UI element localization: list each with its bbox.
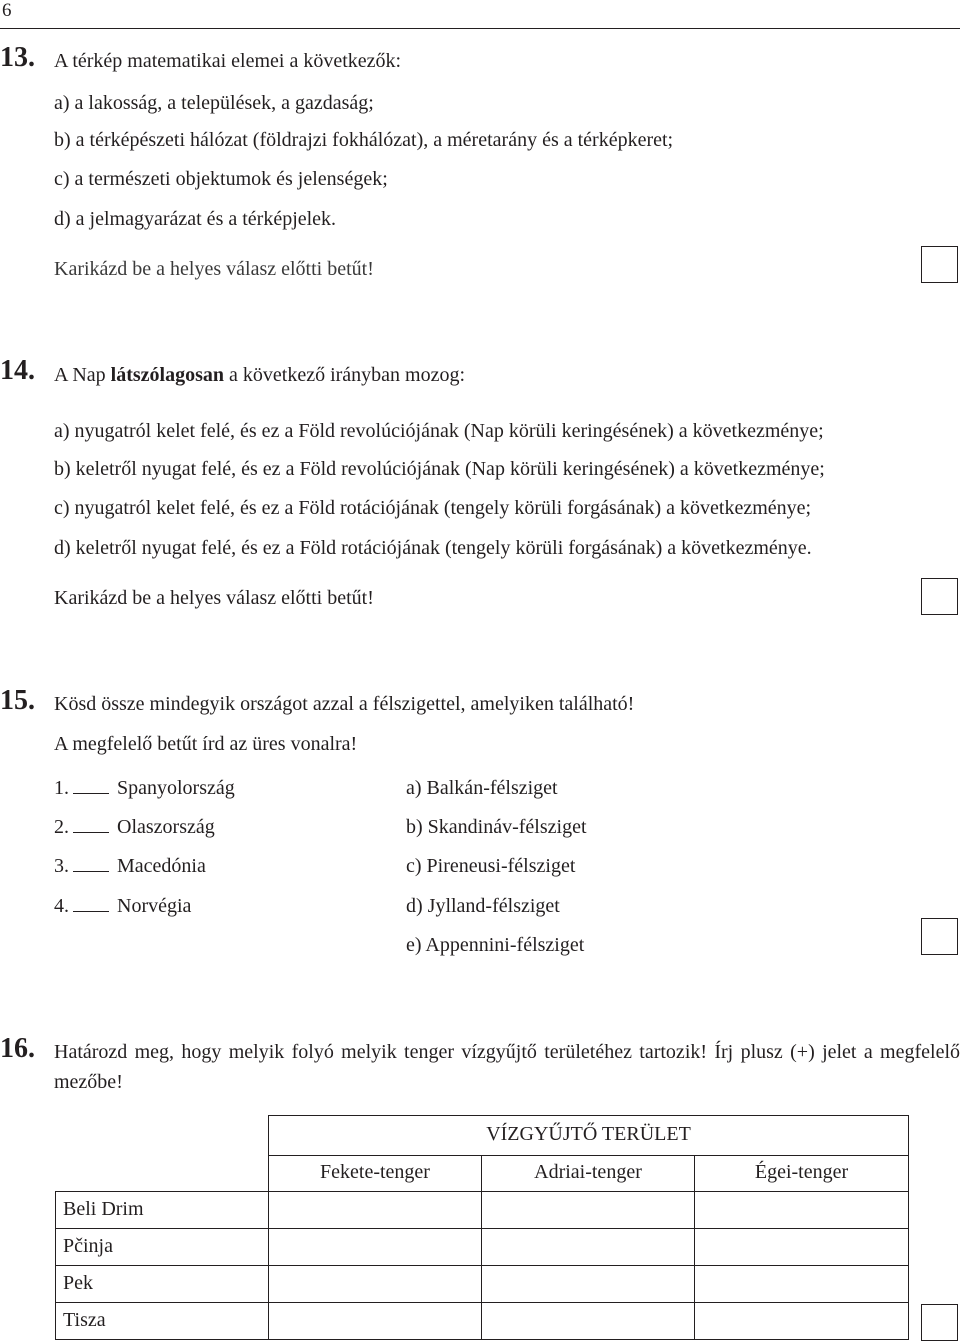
q14-option-d[interactable]: d) keletről nyugat felé, és ez a Föld rotációjának (tengely körüli forgásának) a következménye. bbox=[54, 537, 812, 559]
q14-option-a[interactable]: a) nyugatról kelet felé, és ez a Föld revolúciójának (Nap körüli keringésének) a következménye; bbox=[54, 420, 824, 442]
q14-instruction: Karikázd be a helyes válasz előtti betűt! bbox=[54, 587, 374, 609]
q13-number: 13. bbox=[0, 42, 35, 73]
header-rule bbox=[0, 28, 960, 29]
answer-cell[interactable] bbox=[694, 1302, 909, 1340]
q15-peninsula-a: a) Balkán-félsziget bbox=[406, 777, 558, 799]
column-header-adriai: Adriai-tenger bbox=[534, 1161, 642, 1183]
q13-option-b[interactable]: b) a térképészeti hálózat (földrajzi fokhálózat), a méretarány és a térképkeret; bbox=[54, 129, 674, 151]
q14-number: 14. bbox=[0, 355, 35, 386]
q14-option-b[interactable]: b) keletről nyugat felé, és ez a Föld revolúciójának (Nap körüli keringésének) a következménye; bbox=[54, 458, 825, 480]
q15-country-row bbox=[54, 855, 206, 878]
q15-country-number: 3. bbox=[54, 855, 69, 877]
q13-option-c[interactable]: c) a természeti objektumok és jelenségek; bbox=[54, 168, 388, 190]
q14-stem bbox=[54, 364, 465, 387]
q15-peninsula-c: c) Pireneusi-félsziget bbox=[406, 855, 576, 877]
answer-cell[interactable] bbox=[268, 1228, 482, 1266]
q16-score-box[interactable] bbox=[921, 1304, 958, 1341]
q15-peninsula-d: d) Jylland-félsziget bbox=[406, 895, 560, 917]
q15-answer-line-1[interactable] bbox=[73, 779, 109, 794]
row-label-pek: Pek bbox=[63, 1272, 93, 1294]
row-label-tisza: Tisza bbox=[63, 1309, 106, 1331]
q15-country-name: Spanyolország bbox=[117, 777, 235, 799]
column-header-egei: Égei-tenger bbox=[754, 1161, 849, 1183]
q15-country-name: Norvégia bbox=[117, 895, 192, 917]
q16-number: 16. bbox=[0, 1033, 35, 1064]
q15-answer-line-4[interactable] bbox=[73, 897, 109, 912]
q15-instruction: A megfelelő betűt írd az üres vonalra! bbox=[54, 733, 358, 755]
answer-cell[interactable] bbox=[481, 1265, 695, 1303]
q15-score-box[interactable] bbox=[921, 918, 958, 955]
q14-option-c[interactable]: c) nyugatról kelet felé, és ez a Föld rotációjának (tengely körüli forgásának) a következménye; bbox=[54, 497, 812, 519]
q13-score-box[interactable] bbox=[921, 246, 958, 283]
q15-answer-line-3[interactable] bbox=[73, 857, 109, 872]
page-number: 6 bbox=[2, 0, 12, 21]
answer-cell[interactable] bbox=[481, 1302, 695, 1340]
q14-stem-after: a következő irányban mozog: bbox=[224, 364, 466, 386]
answer-cell[interactable] bbox=[694, 1265, 909, 1303]
answer-cell[interactable] bbox=[268, 1265, 482, 1303]
answer-cell[interactable] bbox=[694, 1191, 909, 1229]
q15-peninsula-b: b) Skandináv-félsziget bbox=[406, 816, 587, 838]
answer-cell[interactable] bbox=[268, 1191, 482, 1229]
q15-country-number: 4. bbox=[54, 895, 69, 917]
q15-country-row bbox=[54, 777, 235, 800]
q15-peninsula-e: e) Appennini-félsziget bbox=[406, 934, 585, 956]
column-header-fekete: Fekete-tenger bbox=[320, 1161, 430, 1183]
q14-stem-bold: látszólagosan bbox=[110, 364, 225, 386]
q15-country-name: Olaszország bbox=[117, 816, 215, 838]
q14-score-box[interactable] bbox=[921, 578, 958, 615]
row-label-beli-drim: Beli Drim bbox=[63, 1198, 144, 1220]
q16-stem: Határozd meg, hogy melyik folyó melyik tenger vízgyűjtő területéhez tartozik! Írj plusz (+) jelet a megfelelő mezőbe! bbox=[54, 1041, 960, 1093]
answer-cell[interactable] bbox=[268, 1302, 482, 1340]
table-group-header: VÍZGYŰJTŐ TERÜLET bbox=[486, 1123, 691, 1145]
q13-stem: A térkép matematikai elemei a következők: bbox=[54, 50, 402, 72]
q15-country-number: 1. bbox=[54, 777, 69, 799]
row-label-pcinja: Pčinja bbox=[63, 1235, 113, 1257]
q15-number: 15. bbox=[0, 685, 35, 716]
q13-instruction: Karikázd be a helyes válasz előtti betűt! bbox=[54, 258, 374, 280]
q14-stem-before: A Nap bbox=[54, 364, 111, 386]
answer-cell[interactable] bbox=[481, 1228, 695, 1266]
q15-country-number: 2. bbox=[54, 816, 69, 838]
q15-country-row bbox=[54, 816, 215, 839]
q13-option-d[interactable]: d) a jelmagyarázat és a térképjelek. bbox=[54, 208, 337, 230]
answer-cell[interactable] bbox=[481, 1191, 695, 1229]
q13-option-a[interactable]: a) a lakosság, a települések, a gazdaság; bbox=[54, 92, 374, 114]
answer-cell[interactable] bbox=[694, 1228, 909, 1266]
q15-country-row bbox=[54, 895, 191, 918]
q15-stem: Kösd össze mindegyik országot azzal a félszigettel, amelyiken található! bbox=[54, 693, 635, 715]
q15-country-name: Macedónia bbox=[117, 855, 206, 877]
q15-answer-line-2[interactable] bbox=[73, 818, 109, 833]
